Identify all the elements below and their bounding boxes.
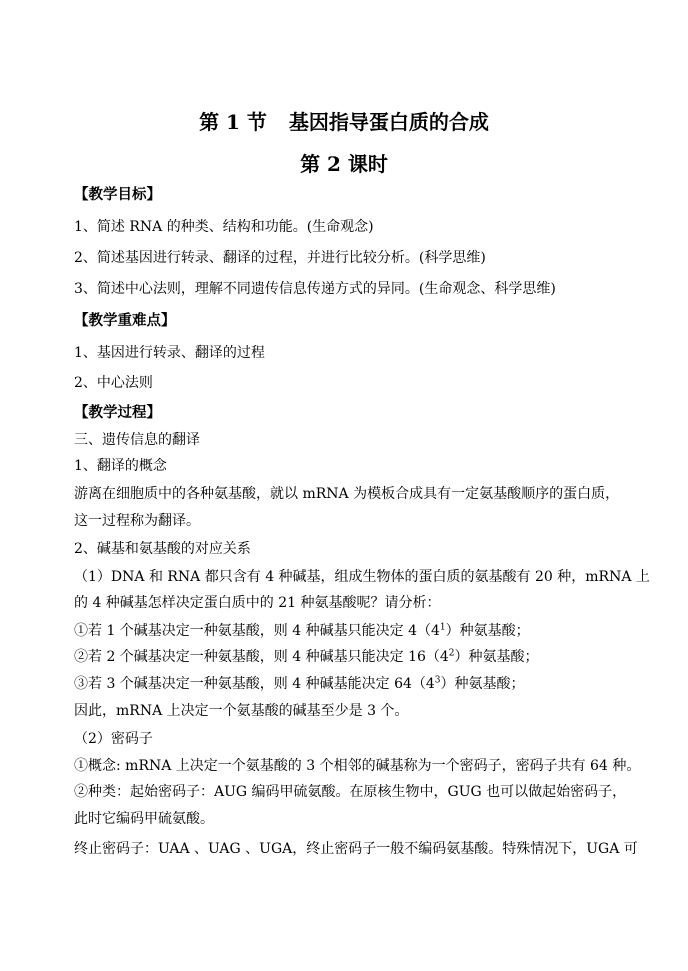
question-line-2: 的 4 种碱基怎样决定蛋白质中的 21 种氨基酸呢？请分析： xyxy=(74,595,441,611)
relation-title: 2、碱基和氨基酸的对应关系 xyxy=(74,541,251,557)
objective-item-3: 3、简述中心法则，理解不同遗传信息传递方式的异同。(生命观念、科学思维) xyxy=(74,281,556,297)
case-1: ①若 1 个碱基决定一种氨基酸，则 4 种碱基只能决定 $4(4^1)$种氨基酸； xyxy=(74,622,530,639)
codon-concept: ①概念: mRNA 上决定一个氨基酸的 3 个相邻的碱基称为一个密码子，密码子共有 64 种。 xyxy=(74,758,641,774)
exponent-2: 2 xyxy=(448,648,455,659)
section-three-title: 三、遗传信息的翻译 xyxy=(74,432,200,448)
conclusion-text: 因此，mRNA 上决定一个氨基酸的碱基至少是 3 个。 xyxy=(74,703,409,719)
case-3: ③若 3 个碱基决定一种氨基酸，则 4 种碱基能决定 $64(4^3)$种氨基酸； xyxy=(74,675,525,692)
case-2: ②若 2 个碱基决定一种氨基酸，则 4 种碱基只能决定 $16(4^2)$种氨基酸； xyxy=(74,648,539,665)
question-line-1: （1）DNA 和 RNA 都只含有 4 种碱基，组成生物体的蛋白质的氨基酸有 20 种，mRNA 上 xyxy=(74,569,650,585)
concept-text-line-2: 这一过程称为翻译。 xyxy=(74,513,200,529)
stop-codon-text: 终止密码子：UAA 、UAG 、UGA，终止密码子一般不编码氨基酸。特殊情况下，UGA 可 xyxy=(74,841,638,857)
page-title xyxy=(0,106,688,135)
concept-text-line-1: 游离在细胞质中的各种氨基酸，就以 mRNA 为模板合成具有一定氨基酸顺序的蛋白质， xyxy=(74,486,620,502)
codon-kind-line-2: 此时它编码甲硫氨酸。 xyxy=(74,811,214,827)
exponent-3: 3 xyxy=(434,675,441,686)
objectives-heading: 【教学目标】 xyxy=(74,186,161,203)
objective-item-1: 1、简述 RNA 的种类、结构和功能。(生命观念) xyxy=(74,219,374,235)
codon-title: （2）密码子 xyxy=(74,731,153,747)
lesson-title: 第 2 课时 xyxy=(300,152,388,176)
concept-title: 1、翻译的概念 xyxy=(74,458,167,474)
key-points-heading: 【教学重难点】 xyxy=(74,312,176,329)
exponent-1: 1 xyxy=(439,622,446,633)
objective-item-2: 2、简述基因进行转录、翻译的过程，并进行比较分析。(科学思维) xyxy=(74,250,486,266)
key-point-item-2: 2、中心法则 xyxy=(74,375,153,391)
process-heading: 【教学过程】 xyxy=(74,404,161,421)
section-number: 第 1 节 xyxy=(199,110,267,134)
key-point-item-1: 1、基因进行转录、翻译的过程 xyxy=(74,345,265,361)
codon-kind-line-1: ②种类：起始密码子：AUG 编码甲硫氨酸。在原核生物中，GUG 也可以做起始密码子， xyxy=(74,784,627,800)
section-name: 基因指导蛋白质的合成 xyxy=(288,110,489,134)
